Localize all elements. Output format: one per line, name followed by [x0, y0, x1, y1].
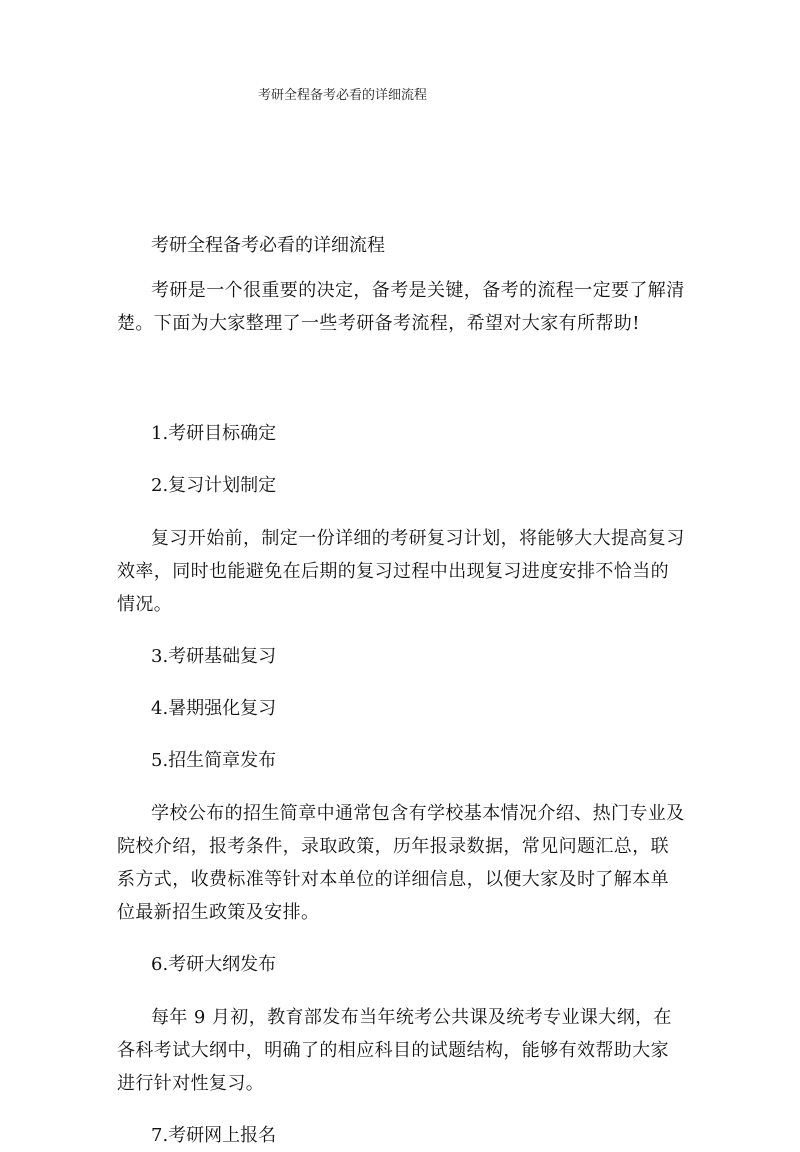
document-title: 考研全程备考必看的详细流程: [151, 235, 385, 256]
step-3-heading: 3.考研基础复习: [151, 646, 277, 667]
running-header: 考研全程备考必看的详细流程: [258, 88, 428, 103]
step-4-heading: 4.暑期强化复习: [151, 698, 277, 719]
document-body: [117, 230, 687, 1152]
step-7-heading: 7.考研网上报名: [151, 1125, 277, 1146]
step-1-heading: 1.考研目标确定: [151, 423, 277, 444]
step-6-description: 每年 9 月初，教育部发布当年统考公共课及统考专业课大纲，在各科考试大纲中，明确了的相应科目的试题结构，能够有效帮助大家进行针对性复习。: [117, 1007, 672, 1094]
step-2-description: 复习开始前，制定一份详细的考研复习计划，将能够大大提高复习效率，同时也能避免在后期的复习过程中出现复习进度安排不恰当的情况。: [117, 528, 685, 615]
step-5-heading: 5.招生简章发布: [151, 750, 277, 771]
intro-paragraph: 考研是一个很重要的决定，备考是关键，备考的流程一定要了解清楚。下面为大家整理了一些考研备考流程，希望对大家有所帮助!: [117, 280, 685, 334]
step-6-heading: 6.考研大纲发布: [151, 954, 277, 975]
step-5-description: 学校公布的招生简章中通常包含有学校基本情况介绍、热门专业及院校介绍，报考条件，录取政策，历年报录数据，常见问题汇总，联系方式，收费标准等针对本单位的详细信息，以便大家及时了解本单位最新招生政策及安排。: [117, 803, 685, 923]
step-2-heading: 2.复习计划制定: [151, 475, 277, 496]
